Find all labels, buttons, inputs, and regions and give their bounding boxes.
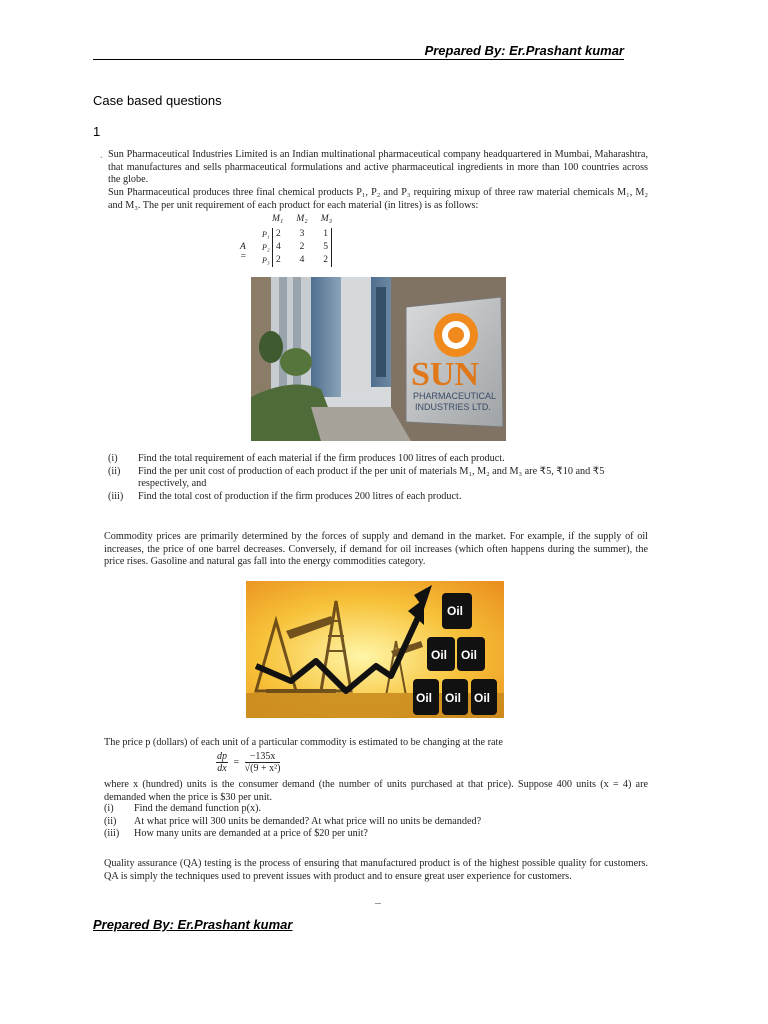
barrel-label: Oil [431,648,448,662]
list-item [104,803,652,816]
list-item-number: (i) [104,803,114,814]
page-header [93,43,624,60]
question-number: 1 [93,124,101,139]
list-item-number: (ii) [104,815,117,827]
matrix-col-label: M₁ [272,214,284,224]
header-prepared-by: Prepared By: Er.Prashant kumar [424,43,624,58]
matrix-cell: 2 [299,242,305,252]
case1-para1: Sun Pharmaceutical Industries Limited is an Indian multinational pharmaceutical company headquartered in Mumbai, Maharashtra, that manufactures and sells pharmaceutical formulations and active pharmaceutical ingredients in more than 100 countries across the globe. [108,149,648,186]
list-item [108,466,653,491]
matrix-name: A = [240,242,247,262]
list-item-text: How many units are demanded at a price of $20 per unit? [134,828,368,840]
footer-prepared-by: Prepared By: Er.Prashant kumar [93,917,293,932]
sun-logo-subtitle: INDUSTRIES LTD. [415,402,491,412]
barrel-label: Oil [416,691,433,705]
matrix-cell: 2 [276,255,281,265]
list-item-text: Find the total requirement of each material if the firm produces 100 litres of each product. [138,453,505,464]
matrix-cell: 2 [276,229,281,239]
building-illustration [251,277,506,441]
sun-logo-text: SUN [411,356,480,393]
matrix-col-label: M₃ [320,214,332,224]
list-item [108,453,653,466]
matrix-column-headers [272,214,332,224]
case2-para: Commodity prices are primarily determined by the forces of supply and demand in the market. For example, if the supply of oil increases, the price of one barrel decreases. Conversely, if demand for oil increases (which often happens during the summer), the price rises. Gasoline and natural gas fall into the energy commodities category. [104,531,648,568]
matrix-row [273,254,331,267]
list-item-text: Find the per unit cost of production of each product if the per unit of materials M₁, M₂ and M₃ are ₹5, ₹10 and ₹5 respectively, and [138,465,605,490]
list-item-number: (iii) [104,828,120,840]
matrix-body [272,228,332,267]
case1-para2: Sun Pharmaceutical produces three final chemical products P₁, P₂ and P₃ requiring mixup of three raw material chemicals M₁, M₂ and M₃. The per unit requirement of each product for each material (in litres) is as follows: [108,187,648,211]
equals-sign: = [233,757,240,768]
list-item-text: Find the total cost of production if the firm produces 200 litres of each product. [138,490,462,502]
rate-equation [216,751,280,774]
list-item-number: (i) [108,453,118,464]
matrix-row [273,241,331,254]
bullet-mark: . [100,150,103,161]
matrix-row-label: P₁ [262,230,270,239]
sun-logo-subtitle: PHARMACEUTICAL [413,391,497,401]
equation-lhs [216,751,228,774]
list-item-text: Find the demand function p(x). [134,803,262,814]
matrix-row-label: P₃ [262,256,270,265]
matrix-cell: 4 [299,255,305,265]
barrel-label: Oil [445,691,462,705]
list-item-number: (ii) [108,465,121,477]
matrix-row-label: P₂ [262,243,270,252]
matrix-row [273,228,331,241]
equation-lhs-denominator: dx [217,763,227,774]
oil-illustration [246,581,504,718]
matrix-row-labels [262,228,272,267]
oil-commodity-image [246,581,504,718]
list-item [104,816,652,829]
equation-rhs [245,751,281,774]
matrix-cell: 3 [299,229,305,239]
matrix-cell: 5 [323,242,328,252]
barrel-label: Oil [447,604,464,618]
sun-pharma-building-image [251,277,506,441]
case3-question-list [104,803,652,841]
list-item [104,828,652,841]
equation-rhs-denominator: √(9 + x²) [244,763,281,774]
case3-intro: The price p (dollars) of each unit of a particular commodity is estimated to be changing at the rate [104,737,503,748]
list-item-text: At what price will 300 units be demanded? At what price will no units be demanded? [134,815,482,827]
matrix-cell: 1 [323,229,328,239]
case3-para: where x (hundred) units is the consumer demand (the number of units purchased at that price). Suppose 400 units (x = 4) are demanded when the price is $30 per unit. [104,779,648,803]
matrix-cell: 4 [276,242,281,252]
list-item-number: (iii) [108,490,124,502]
barrel-label: Oil [474,691,491,705]
barrel-label: Oil [461,648,478,662]
list-item [108,491,653,504]
stray-mark [375,903,381,904]
matrix-col-label: M₂ [296,214,308,224]
case4-para: Quality assurance (QA) testing is the process of ensuring that manufactured product is of the highest possible quality for customers. QA is simply the techniques used to prevent issues with product and to ensure great user experience for customers. [104,858,648,882]
section-title: Case based questions [93,93,222,108]
matrix-cell: 2 [323,255,328,265]
case1-question-list [108,453,653,503]
equation-lhs-numerator: dp [217,751,227,762]
equation-rhs-numerator: −135x [245,751,281,763]
